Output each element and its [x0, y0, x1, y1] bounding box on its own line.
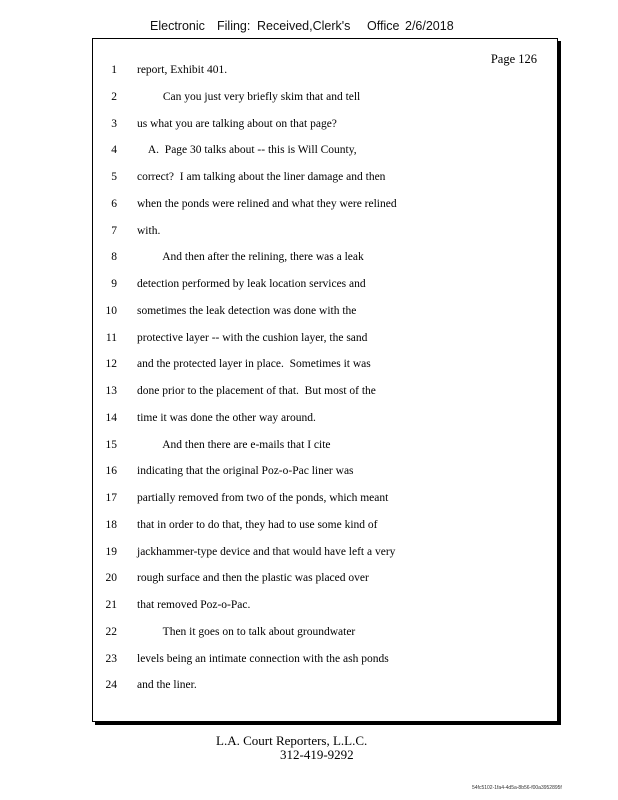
line-text: and the protected layer in place. Sometimes it was	[137, 358, 371, 371]
transcript-line	[93, 115, 553, 133]
line-text: report, Exhibit 401.	[137, 64, 228, 76]
line-text: indicating that the original Poz-o-Pac liner was	[137, 465, 354, 478]
line-text: correct? I am talking about the liner damage and then	[137, 171, 386, 183]
transcript-line	[93, 195, 553, 213]
line-number: 11	[105, 331, 117, 344]
line-number: 8	[111, 251, 117, 264]
transcript-line	[93, 382, 553, 400]
line-number: 14	[105, 411, 117, 424]
transcript-line	[93, 516, 553, 534]
line-number: 5	[111, 171, 117, 183]
document-id: 54fc5102-1fa4-4d5a-8b56-f00a3952895f	[472, 785, 562, 791]
line-number: 18	[105, 518, 117, 531]
line-number: 4	[111, 144, 117, 157]
transcript-line	[93, 222, 553, 240]
header-date: 2/6/2018	[405, 19, 454, 33]
line-number: 6	[111, 197, 117, 210]
transcript-line	[93, 676, 553, 694]
line-text: time it was done the other way around.	[137, 411, 316, 424]
line-text: that in order to do that, they had to use some kind of	[137, 518, 378, 531]
line-text: sometimes the leak detection was done with the	[137, 304, 357, 317]
line-text: done prior to the placement of that. But most of the	[137, 385, 376, 397]
line-text: And then there are e-mails that I cite	[137, 438, 331, 451]
transcript-line	[93, 489, 553, 507]
line-number: 17	[105, 492, 117, 504]
line-number: 12	[105, 358, 117, 371]
line-text: And then after the relining, there was a leak	[137, 251, 364, 264]
line-number: 16	[105, 465, 117, 478]
line-text: detection performed by leak location services and	[137, 278, 366, 290]
transcript-line	[93, 275, 553, 293]
transcript-line	[93, 61, 553, 79]
transcript-line	[93, 355, 553, 373]
line-text: and the liner.	[137, 679, 197, 692]
line-text: when the ponds were relined and what they were relined	[137, 197, 397, 210]
transcript-line	[93, 650, 553, 668]
line-number: 20	[105, 572, 117, 585]
line-number: 23	[105, 652, 117, 665]
court-reporter-phone: 312-419-9292	[280, 747, 354, 762]
line-number: 21	[105, 599, 117, 611]
line-text: partially removed from two of the ponds, which meant	[137, 492, 389, 504]
line-number: 1	[111, 64, 117, 76]
header-office: Office	[367, 19, 400, 33]
transcript-line	[93, 543, 553, 561]
line-text: us what you are talking about on that page?	[137, 117, 337, 130]
transcript-line	[93, 409, 553, 427]
transcript-line	[93, 623, 553, 641]
transcript-line	[93, 329, 553, 347]
line-text: rough surface and then the plastic was placed over	[137, 572, 369, 585]
line-text: A. Page 30 talks about -- this is Will County,	[137, 144, 357, 157]
transcript-line	[93, 462, 553, 480]
line-number: 9	[111, 278, 117, 290]
transcript-line	[93, 596, 553, 614]
line-number: 19	[105, 545, 117, 558]
transcript-line	[93, 88, 553, 106]
line-number: 15	[105, 438, 117, 451]
transcript-line	[93, 302, 553, 320]
line-text: levels being an intimate connection with the ash ponds	[137, 652, 389, 665]
line-number: 22	[105, 625, 117, 638]
court-reporter-name: L.A. Court Reporters, L.L.C.	[216, 733, 368, 748]
line-number: 3	[111, 117, 117, 130]
line-number: 10	[105, 304, 117, 317]
transcript-line	[93, 141, 553, 159]
line-text: that removed Poz-o-Pac.	[137, 599, 251, 611]
line-text: with.	[137, 224, 161, 237]
line-number: 2	[111, 90, 117, 103]
transcript-line	[93, 569, 553, 587]
line-text: Then it goes on to talk about groundwater	[137, 625, 356, 638]
header-filing: Filing:	[217, 19, 251, 33]
line-number: 13	[105, 385, 117, 397]
line-text: protective layer -- with the cushion layer, the sand	[137, 331, 368, 344]
transcript-line	[93, 436, 553, 454]
transcript-line	[93, 168, 553, 186]
transcript-line	[93, 248, 553, 266]
line-text: Can you just very briefly skim that and tell	[137, 90, 361, 103]
header-electronic: Electronic	[150, 19, 205, 33]
page-number: Page 126	[490, 52, 537, 66]
transcript-page	[92, 38, 558, 722]
line-text: jackhammer-type device and that would have left a very	[137, 545, 396, 558]
header-received-clerks: Received,Clerk's	[257, 19, 351, 33]
line-number: 7	[111, 224, 117, 237]
line-number: 24	[105, 679, 117, 692]
